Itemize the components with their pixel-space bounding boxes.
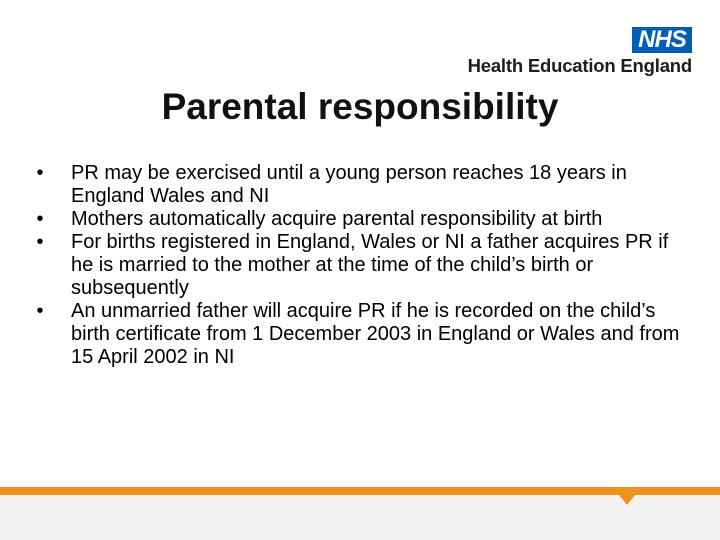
footer-notch-icon	[619, 495, 635, 505]
hee-logo	[432, 27, 692, 79]
bullet-text: An unmarried father will acquire PR if he is recorded on the child’s birth certificate from 1 December 2003 in England or Wales and from 15 April 2002 in NI	[71, 300, 680, 368]
slide-title: Parental responsibility	[161, 86, 559, 127]
bullet-item	[30, 162, 690, 208]
bullet-dot-icon: •	[36, 231, 44, 253]
nhs-logo-badge: NHS	[632, 27, 692, 53]
footer-accent-bar	[0, 487, 720, 495]
bullet-text: For births registered in England, Wales or NI a father acquires PR if he is married to the mother at the time of the child’s birth or subsequently	[71, 231, 669, 299]
bullet-text: PR may be exercised until a young person reaches 18 years in England Wales and NI	[71, 162, 627, 207]
bullet-dot-icon: •	[36, 162, 44, 184]
bullet-dot-icon: •	[36, 300, 44, 322]
bullet-item	[30, 300, 690, 369]
bullet-text: Mothers automatically acquire parental responsibility at birth	[71, 208, 603, 230]
bullet-dot-icon: •	[36, 208, 44, 230]
bullet-list	[30, 162, 690, 369]
bullet-item	[30, 231, 690, 300]
organization-name: Health Education England	[467, 55, 692, 76]
bullet-item	[30, 208, 690, 231]
footer-band	[0, 495, 720, 540]
